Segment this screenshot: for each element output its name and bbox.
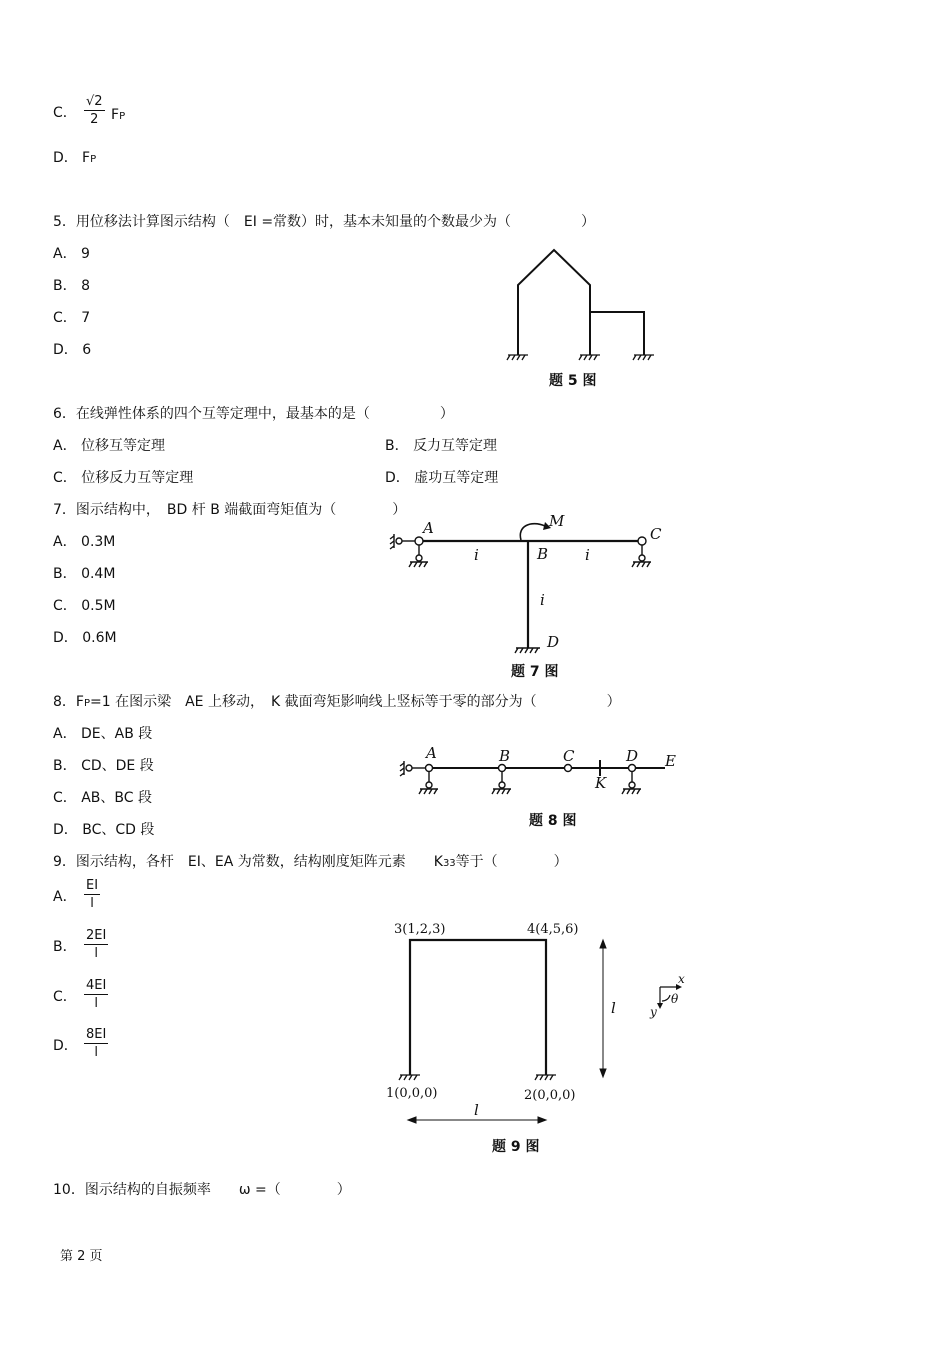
fraction-denominator: l [94, 996, 98, 1011]
option-value: 位移反力互等定理 [81, 470, 194, 486]
option-value: 0.6M [82, 630, 117, 646]
q8-stem [53, 693, 621, 713]
q9-figure [380, 915, 700, 1160]
q7-figure [385, 510, 675, 685]
option-value: BC、CD 段 [82, 822, 155, 838]
q4-option-d-subscript: P [90, 154, 97, 165]
q7-label-d: D [547, 633, 560, 651]
fraction-denominator: l [90, 896, 94, 911]
q8-stem-post: =1 在图示梁 AE 上移动， K 截面弯矩影响线上竖标等于零的部分为（ ） [90, 694, 621, 710]
fraction-numerator: EI [86, 878, 99, 893]
q4-option-d-force [82, 149, 96, 169]
q8-label-c: C [563, 747, 575, 765]
option-letter: D． [53, 822, 78, 838]
q9-node-3-label: 3(1,2,3) [394, 922, 446, 937]
q7-stem: 7．图示结构中， BD 杆 B 端截面弯矩值为（ ） [53, 502, 407, 518]
q7-caption: 题 7 图 [511, 664, 559, 680]
q4-option-c-fraction [84, 94, 105, 127]
option-letter: A． [53, 246, 77, 262]
q7-label-i-bc: i [585, 546, 590, 564]
q6-option-b [385, 437, 497, 455]
q5-caption: 题 5 图 [549, 373, 597, 389]
q4-option-c-symbol: F [111, 107, 120, 123]
q4-option-c-subscript: P [119, 111, 126, 122]
q9-stem-pre: 9．图示结构，各杆 EI、EA 为常数，结构刚度矩阵元素 K [53, 854, 443, 870]
q9-dimension-vertical [600, 940, 606, 1077]
q5-option-a [53, 245, 90, 263]
q9-stem-sub: 33 [442, 858, 456, 869]
q9-option-a-fraction [84, 878, 100, 911]
q5-fixed-supports [507, 355, 654, 360]
q9-option-b-fraction [84, 928, 108, 961]
q9-fixed-supports [399, 1075, 556, 1080]
q4-option-c-numerator: √2 [86, 94, 103, 109]
q9-portal-frame [410, 940, 546, 1075]
q7-label-b: B [537, 545, 549, 563]
option-letter: B． [53, 566, 77, 582]
option-letter: C． [53, 598, 77, 614]
q9-option-b-letter: B． [53, 939, 77, 955]
q7-label-m: M [549, 512, 565, 530]
q5-side-frame [590, 312, 644, 355]
q10-stem: 10．图示结构的自振频率 ω =（ ） [53, 1182, 351, 1198]
fraction-denominator: l [94, 1045, 98, 1060]
fraction-numerator: 4EI [86, 978, 107, 993]
option-value: CD、DE 段 [81, 758, 154, 774]
q9-stem-post: 等于（ ） [455, 854, 568, 870]
option-letter: A． [53, 534, 77, 550]
option-letter: C． [53, 790, 77, 806]
q9-node-2-label: 2(0,0,0) [524, 1088, 576, 1103]
q8-label-d: D [626, 747, 639, 765]
option-value: 0.4M [81, 566, 116, 582]
q8-option-b [53, 757, 154, 775]
option-value: 9 [81, 246, 90, 262]
q5-stem: 5．用位移法计算图示结构（ EI =常数）时，基本未知量的个数最少为（ ） [53, 214, 596, 230]
q7-option-a [53, 533, 115, 551]
option-value: 6 [82, 342, 92, 358]
q9-option-c-letter: C． [53, 989, 77, 1005]
option-value: 位移互等定理 [81, 438, 166, 454]
q7-option-b [53, 565, 115, 583]
q9-axis-x: x [678, 972, 685, 986]
q9-option-d-letter: D． [53, 1038, 78, 1054]
fraction-numerator: 2EI [86, 928, 107, 943]
q9-coordinate-axes [657, 984, 682, 1009]
q8-stem-sub: P [83, 698, 90, 709]
q4-option-c-letter: C． [53, 105, 77, 121]
option-value: DE、AB 段 [81, 726, 153, 742]
q8-option-a [53, 725, 152, 743]
q4-option-d-symbol: F [82, 150, 91, 166]
q6-option-c [53, 469, 193, 487]
q8-support-a [400, 761, 438, 794]
q9-node-4-label: 4(4,5,6) [527, 922, 579, 937]
q7-option-d [53, 629, 117, 647]
q4-option-d-letter: D． [53, 150, 78, 166]
q4-option-c-force [111, 106, 125, 126]
option-value: 反力互等定理 [413, 438, 498, 454]
option-value: 8 [81, 278, 90, 294]
q7-support-a [390, 534, 428, 567]
option-value: 0.3M [81, 534, 116, 550]
option-letter: C． [53, 470, 77, 486]
q9-option-d-fraction [84, 1027, 108, 1060]
q6-stem: 6．在线弹性体系的四个互等定理中，最基本的是（ ） [53, 406, 454, 422]
q8-label-e: E [665, 752, 676, 770]
q7-label-a: A [423, 519, 434, 537]
option-letter: B． [53, 278, 77, 294]
q9-node-1-label: 1(0,0,0) [386, 1086, 438, 1101]
option-value: 7 [81, 310, 91, 326]
q8-hinge-c [565, 765, 572, 772]
q5-option-c [53, 309, 90, 327]
option-letter: D． [385, 470, 410, 486]
option-value: 0.5M [81, 598, 116, 614]
q8-label-a: A [426, 744, 437, 762]
q7-support-d [515, 648, 540, 653]
option-letter: A． [53, 438, 77, 454]
q9-stem [53, 853, 568, 873]
q5-option-b [53, 277, 90, 295]
q8-figure [395, 740, 690, 835]
q6-option-d [385, 469, 498, 487]
q9-caption: 题 9 图 [492, 1139, 540, 1155]
q9-length-vertical: l [611, 999, 616, 1017]
q7-label-i-ab: i [474, 546, 479, 564]
q9-axis-y: y [650, 1005, 657, 1019]
fraction-numerator: 8EI [86, 1027, 107, 1042]
q9-axis-theta: θ [671, 992, 679, 1006]
option-letter: A． [53, 726, 77, 742]
q7-option-c [53, 597, 116, 615]
q8-label-b: B [499, 747, 511, 765]
option-letter: D． [53, 342, 78, 358]
q5-option-d [53, 341, 91, 359]
q4-option-c-denominator: 2 [90, 112, 99, 127]
q9-option-a-letter: A． [53, 889, 77, 905]
q8-option-c [53, 789, 152, 807]
option-letter: C． [53, 310, 77, 326]
option-value: 虚功互等定理 [414, 470, 499, 486]
option-letter: B． [53, 758, 77, 774]
q7-label-c: C [650, 525, 662, 543]
option-letter: B． [385, 438, 409, 454]
q8-stem-pre: 8．F [53, 694, 84, 710]
q8-option-d [53, 821, 154, 839]
q5-figure [500, 240, 670, 395]
q9-option-c-fraction [84, 978, 108, 1011]
q7-label-i-bd: i [540, 591, 545, 609]
option-value: AB、BC 段 [81, 790, 152, 806]
page-number: 第 2 页 [60, 1249, 103, 1264]
q6-option-a [53, 437, 165, 455]
q7-moment-arrow [520, 524, 545, 540]
q8-label-k: K [595, 774, 607, 792]
q9-length-horizontal: l [474, 1101, 479, 1119]
option-letter: D． [53, 630, 78, 646]
fraction-denominator: l [94, 946, 98, 961]
q5-gable-frame [518, 250, 590, 355]
q8-caption: 题 8 图 [529, 813, 577, 829]
